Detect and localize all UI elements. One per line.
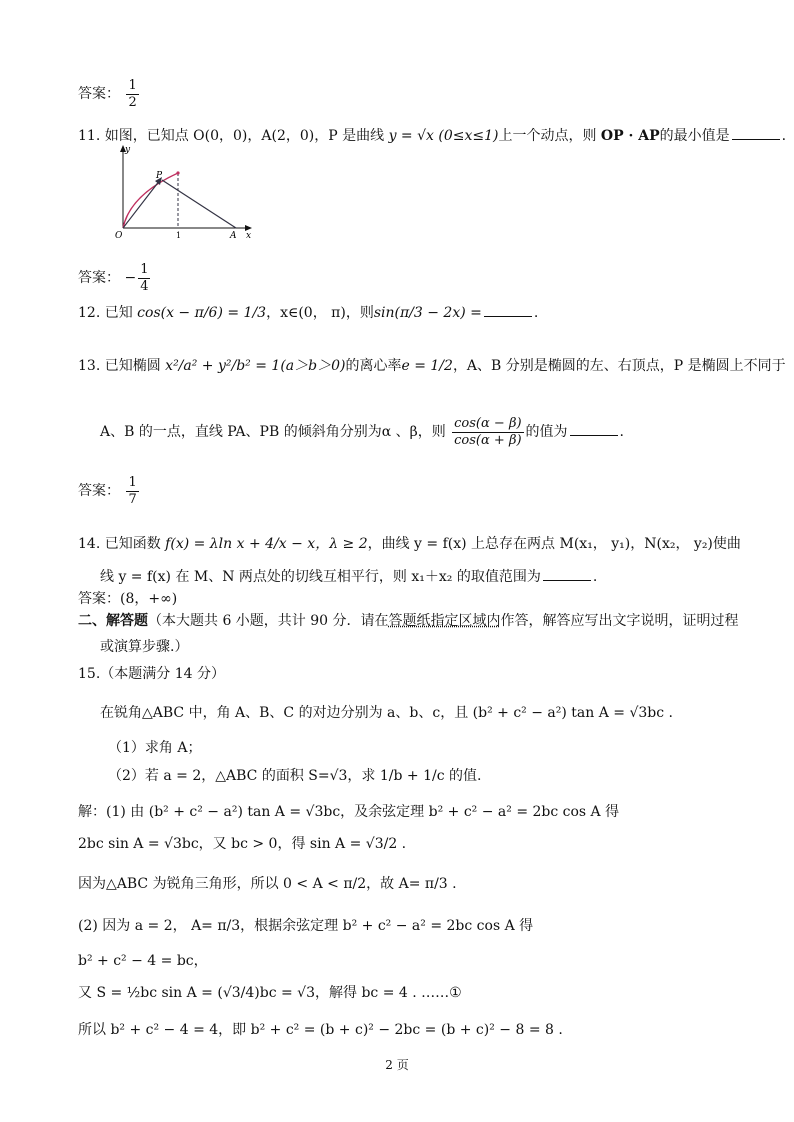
answer-fraction: $\frac{1}{2}$ — [128, 78, 137, 110]
answer-blank — [732, 127, 780, 140]
section-title: 二、解答题 — [78, 613, 148, 629]
solution-line-4: (2) 因为 a = 2， A= π/3，根据余弦定理 b² + c² − a² = 2bc cos A 得 — [78, 918, 534, 934]
answer-blank — [570, 423, 618, 436]
solution-line-2: 2bc sin A = √3bc，又 bc > 0，得 sin A = √3/2 . — [78, 836, 407, 852]
q13-answer: 答案： $\frac{1}{7}$ — [78, 475, 137, 507]
solution-line-5: b² + c² − 4 = bc， — [78, 953, 208, 969]
curve-sqrt — [123, 173, 178, 228]
q15-part2: （2）若 a = 2，△ABC 的面积 S=√3，求 1/b + 1/c 的值. — [108, 768, 482, 784]
q13-text: 13. 已知椭圆 x²/a² + y²/b² = 1(a＞b＞0)的离心率e = 1/2，A、B 分别是椭圆的左、右顶点，P 是椭圆上不同于 — [78, 358, 786, 374]
q11-answer: 答案： − $\frac{1}{4}$ — [78, 262, 149, 294]
vector-ap — [162, 180, 236, 228]
q10-answer — [78, 78, 141, 110]
q11-figure — [100, 140, 260, 240]
ratio-fraction: $\frac{\cos(\alpha - \beta)}{\cos(\alpha + \beta)}$ — [454, 416, 522, 448]
question-number: 13. — [78, 358, 101, 374]
answer-label: 答案： — [78, 86, 120, 103]
q14-text: 14. 已知函数 f(x) = λln x + 4/x − x，λ ≥ 2，曲线 y = f(x) 上总存在两点 M(x₁， y₁)，N(x₂， y₂)使曲 — [78, 536, 741, 552]
label-one: 1 — [176, 231, 182, 240]
question-number: 12. — [78, 305, 101, 321]
solution-line-3: 因为△ABC 为锐角三角形，所以 0 < A < π/2，故 A= π/3 . — [78, 876, 457, 892]
solution-line-7: 所以 b² + c² − 4 = 4，即 b² + c² = (b + c)² − 2bc = (b + c)² − 8 = 8 . — [78, 1022, 563, 1038]
q14-text-line2: 线 y = f(x) 在 M、N 两点处的切线互相平行，则 x₁＋x₂ 的取值范围为 . — [100, 569, 598, 585]
q11-text: 11. 如图，已知点 O(0，0)，A(2，0)，P 是曲线 y = √x (0≤x≤1)上一个动点，则 OP · AP的最小值是 . — [78, 128, 787, 144]
question-number: 14. — [78, 536, 101, 552]
answer-blank — [543, 568, 591, 581]
label-y: y — [125, 145, 131, 155]
q15-part1: （1）求角 A； — [108, 740, 202, 756]
vector-product: OP · AP — [600, 128, 660, 144]
section-2-heading-line2: 或演算步骤.） — [100, 639, 189, 655]
q12-text: 12. 已知 cos(x − π/6) = 1/3，x∈(0， π)，则sin(π/3 − 2x) = . — [78, 305, 539, 321]
endpoint — [176, 171, 179, 174]
label-x: x — [246, 231, 252, 240]
q13-text-line2: A、B 的一点，直线 PA、PB 的倾斜角分别为α 、β，则 $\frac{\cos(\alpha - \beta)}{\cos(\alpha + \beta)}$ 的值为 . — [100, 416, 624, 448]
answer-blank — [484, 304, 532, 317]
label-a: A — [230, 231, 237, 240]
vector-op — [123, 180, 160, 228]
label-o: O — [115, 231, 123, 240]
solution-line-6: 又 S = ½bc sin A = (√3/4)bc = √3，解得 bc = 4 . ……① — [78, 985, 462, 1001]
page-number: 2 页 — [385, 1058, 409, 1072]
q15-stem: 在锐角△ABC 中，角 A、B、C 的对边分别为 a、b、c，且 (b² + c² − a²) tan A = √3bc . — [100, 705, 673, 721]
q14-answer: 答案：(8，+∞) — [78, 591, 178, 607]
question-number: 11. — [78, 128, 101, 144]
label-p: P — [156, 171, 163, 181]
solution-line-1: 解：(1) 由 (b² + c² − a²) tan A = √3bc，及余弦定理 b² + c² − a² = 2bc cos A 得 — [78, 804, 620, 820]
section-2-heading: 二、解答题（本大题共 6 小题，共计 90 分．请在答题纸指定区域内作答，解答应写出文字说明，证明过程 — [78, 613, 739, 629]
q15-header: 15.（本题满分 14 分） — [78, 666, 225, 682]
